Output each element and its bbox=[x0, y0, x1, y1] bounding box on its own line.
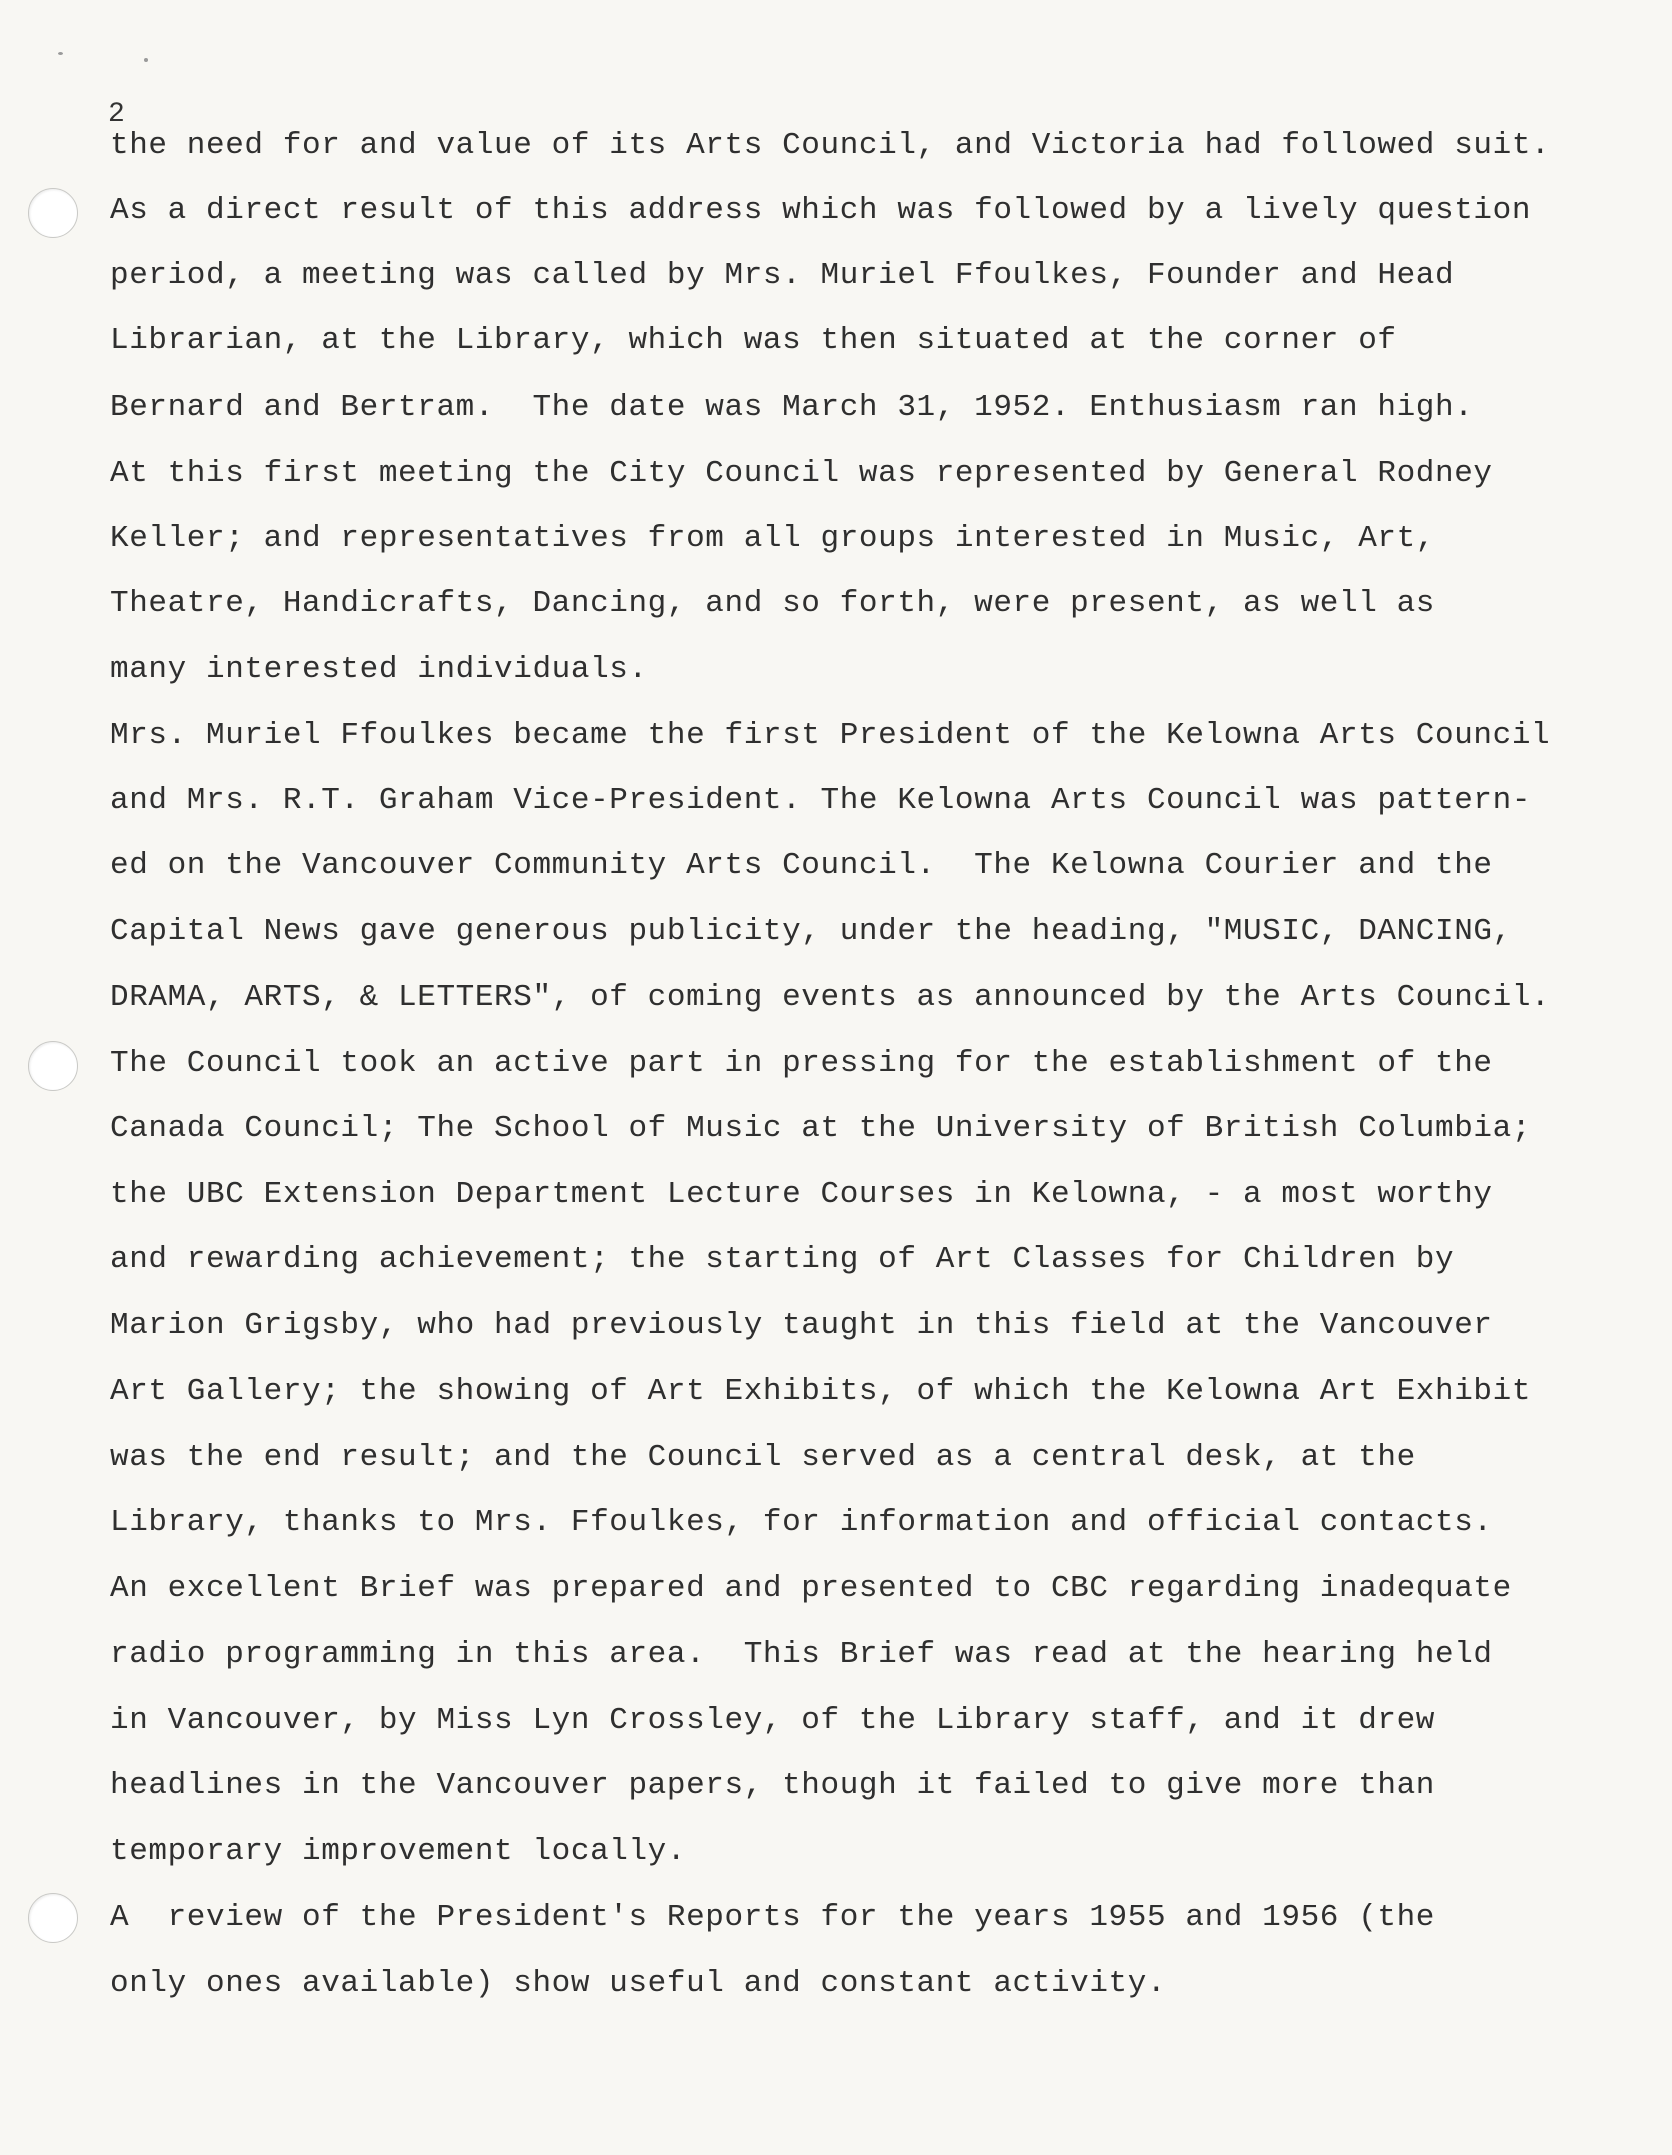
text-line: period, a meeting was called by Mrs. Muriel Ffoulkes, Founder and Head bbox=[110, 258, 1455, 293]
punch-hole-middle bbox=[28, 1041, 78, 1091]
text-line: and Mrs. R.T. Graham Vice-President. The Kelowna Arts Council was pattern- bbox=[110, 783, 1532, 818]
text-line: The Council took an active part in pressing for the establishment of the bbox=[110, 1046, 1493, 1081]
text-line: Theatre, Handicrafts, Dancing, and so forth, were present, as well as bbox=[110, 586, 1436, 621]
text-line: As a direct result of this address which was followed by a lively question bbox=[110, 193, 1532, 228]
text-line: Marion Grigsby, who had previously taught in this field at the Vancouver bbox=[110, 1308, 1493, 1343]
text-line: only ones available) show useful and constant activity. bbox=[110, 1966, 1167, 2001]
text-line: headlines in the Vancouver papers, though it failed to give more than bbox=[110, 1768, 1436, 1803]
page-number: 2 bbox=[108, 99, 125, 130]
text-line: was the end result; and the Council served as a central desk, at the bbox=[110, 1440, 1416, 1475]
text-line: At this first meeting the City Council was represented by General Rodney bbox=[110, 456, 1493, 491]
text-line: Capital News gave generous publicity, under the heading, "MUSIC, DANCING, bbox=[110, 914, 1512, 949]
text-line: DRAMA, ARTS, & LETTERS", of coming events as announced by the Arts Council. bbox=[110, 980, 1551, 1015]
text-line: Library, thanks to Mrs. Ffoulkes, for information and official contacts. bbox=[110, 1505, 1493, 1540]
text-line: An excellent Brief was prepared and presented to CBC regarding inadequate bbox=[110, 1571, 1512, 1606]
text-line: the UBC Extension Department Lecture Courses in Kelowna, - a most worthy bbox=[110, 1177, 1493, 1212]
text-line: radio programming in this area. This Brief was read at the hearing held bbox=[110, 1637, 1493, 1672]
text-line: Art Gallery; the showing of Art Exhibits, of which the Kelowna Art Exhibit bbox=[110, 1374, 1532, 1409]
text-line: in Vancouver, by Miss Lyn Crossley, of the Library staff, and it drew bbox=[110, 1703, 1436, 1738]
text-line: and rewarding achievement; the starting of Art Classes for Children by bbox=[110, 1242, 1455, 1277]
text-line: Bernard and Bertram. The date was March 31, 1952. Enthusiasm ran high. bbox=[110, 390, 1474, 425]
text-line: Keller; and representatives from all groups interested in Music, Art, bbox=[110, 521, 1436, 556]
paper-speck bbox=[58, 52, 63, 55]
text-line: Librarian, at the Library, which was then situated at the corner of bbox=[110, 323, 1397, 358]
text-line: A review of the President's Reports for the years 1955 and 1956 (the bbox=[110, 1900, 1436, 1935]
paper-speck bbox=[144, 58, 148, 62]
punch-hole-top bbox=[28, 188, 78, 238]
text-line: many interested individuals. bbox=[110, 652, 648, 687]
text-line: Canada Council; The School of Music at the University of British Columbia; bbox=[110, 1111, 1532, 1146]
text-line: temporary improvement locally. bbox=[110, 1834, 687, 1869]
text-line: the need for and value of its Arts Council, and Victoria had followed suit. bbox=[110, 128, 1551, 163]
text-line: Mrs. Muriel Ffoulkes became the first President of the Kelowna Arts Council bbox=[110, 718, 1551, 753]
text-line: ed on the Vancouver Community Arts Council. The Kelowna Courier and the bbox=[110, 848, 1493, 883]
punch-hole-bottom bbox=[28, 1893, 78, 1943]
